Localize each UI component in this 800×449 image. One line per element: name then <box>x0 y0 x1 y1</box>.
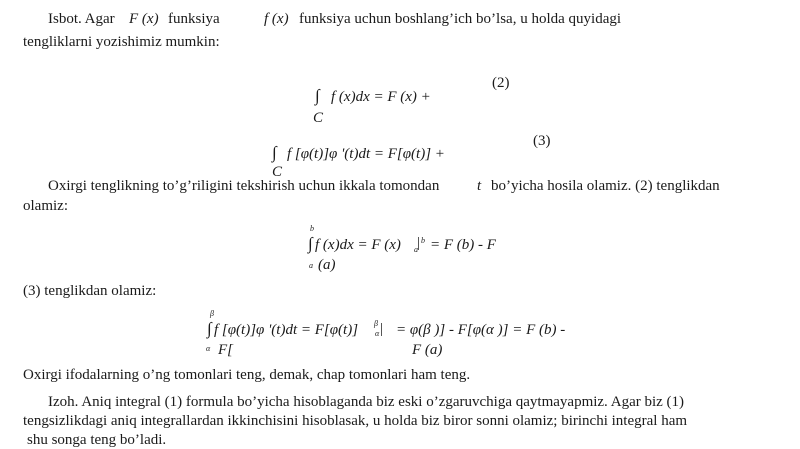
eq5-limit-top: β <box>374 319 378 328</box>
eq4-limit-top: b <box>421 236 425 245</box>
eq5-rest: = φ(β )] - F[φ(α )] = F (b) - <box>396 322 566 338</box>
eq3-constant: C <box>272 164 283 180</box>
p5-line2: tengsizlikdagi aniq integrallardan ikkinchisini hisoblasak, u holda biz biror sonni olamiz; birinchi integral ham <box>23 413 688 429</box>
eq3-integral: ∫ <box>272 143 277 162</box>
eq5-lower-limit: α <box>206 344 211 353</box>
p2-rest: bo’yicha hosila olamiz. (2) tenglikdan <box>491 178 720 194</box>
p1-rest: funksiya uchun boshlang’ich bo’lsa, u holda quyidagi <box>299 11 622 27</box>
eq5-integral: ∫ <box>207 319 212 338</box>
eq4-limit-bottom: a <box>414 245 418 254</box>
eq5-upper-limit: β <box>210 309 214 318</box>
eq4-upper-limit: b <box>310 224 314 233</box>
p2-t: t <box>477 178 482 194</box>
eq5-line2-left: F[ <box>218 342 233 358</box>
eq5-line2-right: F (a) <box>412 342 443 358</box>
eq4-body: f (x)dx = F (x) <box>315 237 401 253</box>
eq5-limits-bar: | <box>380 321 384 337</box>
p2-line2: olamiz: <box>23 198 68 214</box>
eq3-number: (3) <box>533 133 551 149</box>
p1-funksiya: funksiya <box>168 11 220 27</box>
eq4-line2: (a) <box>318 257 336 273</box>
eq2-number: (2) <box>492 75 510 91</box>
p5-line3: shu songa teng bo’ladi. <box>27 432 167 448</box>
p4: Oxirgi ifodalarning o’ng tomonlari teng, demak, chap tomonlari ham teng. <box>23 367 471 383</box>
eq4-rest: = F (b) - F <box>430 237 496 253</box>
eq2-body: f (x)dx = F (x) + <box>331 89 431 105</box>
eq4-lower-limit: a <box>309 261 313 270</box>
p5-line1: Izoh. Aniq integral (1) formula bo’yicha hisoblaganda biz eski o’zgaruvchiga qaytmayapmiz. Agar biz (1) <box>48 394 685 410</box>
p1-Fx: F (x) <box>129 11 159 27</box>
eq2-constant: C <box>313 110 324 126</box>
p1-fx: f (x) <box>264 11 289 27</box>
eq2-integral: ∫ <box>315 86 320 105</box>
p3: (3) tenglikdan olamiz: <box>23 283 157 299</box>
p1-line2: tengliklarni yozishimiz mumkin: <box>23 34 220 50</box>
eq4-limits-bar: | <box>417 235 421 251</box>
eq5-body: f [φ(t)]φ '(t)dt = F[φ(t)] <box>214 322 359 338</box>
eq4-integral: ∫ <box>308 234 313 253</box>
p2-start: Oxirgi tenglikning to’g’riligini tekshirish uchun ikkala tomondan <box>48 178 440 194</box>
eq3-body: f [φ(t)]φ '(t)dt = F[φ(t)] + <box>287 146 445 162</box>
eq5-limit-bottom: α <box>375 329 380 338</box>
p1-start: Isbot. Agar <box>48 11 115 27</box>
